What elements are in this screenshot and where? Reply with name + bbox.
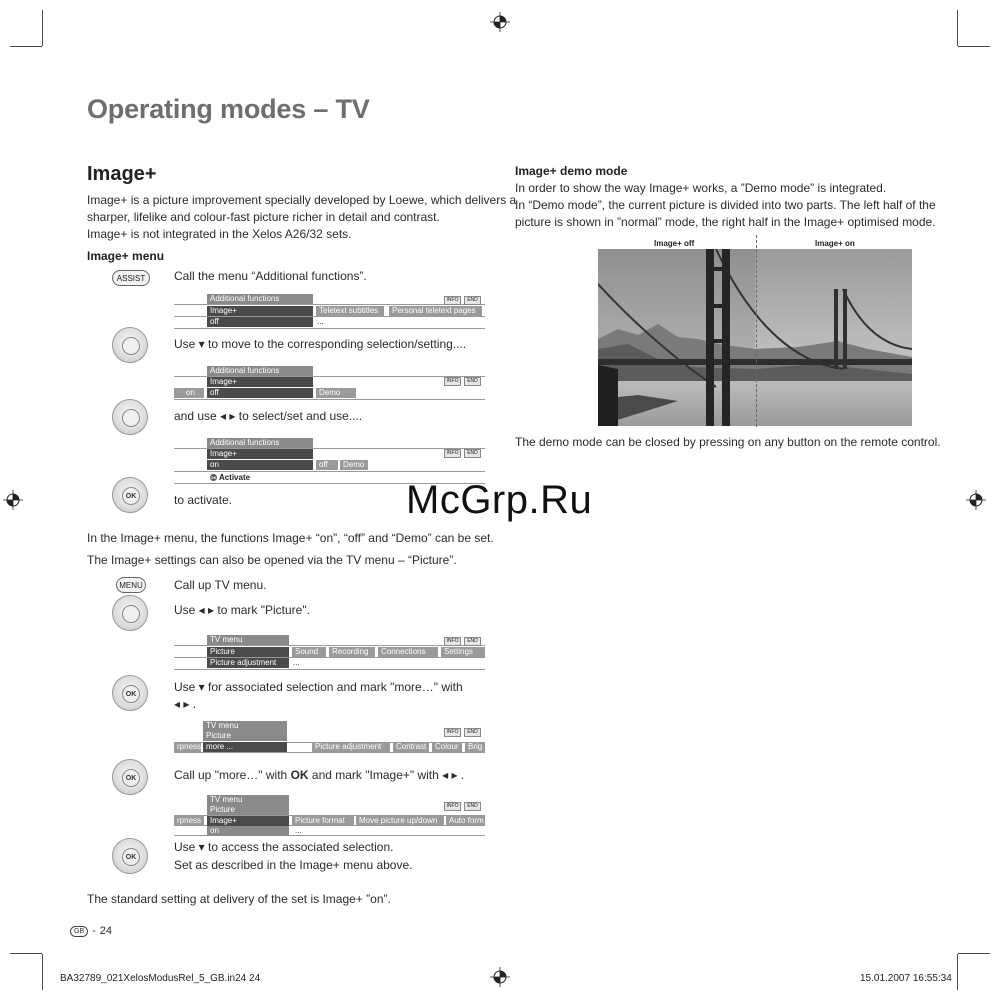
ok-button-icon: OK <box>112 838 148 874</box>
crop-mark <box>957 954 958 990</box>
menu-option: off <box>316 460 338 470</box>
demo-line: picture is shown in ”normal” mode, the right half in the Image+ optimised mode. <box>515 215 936 229</box>
registration-mark-icon <box>3 490 23 510</box>
step-text: Call up "more…" with OK and mark "Image+" with ◂ ▸ . <box>174 768 465 782</box>
menu-option: rpness <box>174 742 201 752</box>
info-button: INFO <box>444 377 461 386</box>
osd-menu-tv-picture-more <box>174 793 485 837</box>
bridge-image-icon <box>598 249 912 426</box>
menu-option: Connections <box>378 647 438 657</box>
demo-line: In order to show the way Image+ works, a ”Demo mode” is integrated. <box>515 181 887 195</box>
demo-photo-golden-gate <box>598 249 912 426</box>
step-text: Use ▾ for associated selection and mark "more…" with <box>174 680 463 694</box>
footer-date: 15.01.2007 16:55:34 <box>860 973 952 984</box>
body-paragraph: In the Image+ menu, the functions Image+ “on”, “off” and “Demo” can be set. <box>87 531 494 545</box>
navigation-button-icon <box>112 399 148 435</box>
demo-label-off: Image+ off <box>654 239 695 248</box>
crop-mark <box>957 10 958 46</box>
menu-option: Settings <box>441 647 485 657</box>
ok-button-icon: OK <box>112 477 148 513</box>
menu-option: Demo <box>340 460 368 470</box>
crop-mark <box>42 954 43 990</box>
activate-hint <box>210 473 250 482</box>
osd-menu-additional-functions <box>174 292 485 330</box>
crop-mark <box>958 46 990 47</box>
menu-heading: Image+ menu <box>87 249 165 263</box>
step-text: to activate. <box>174 493 233 507</box>
step-text: Use ▾ to access the associated selection. <box>174 840 394 854</box>
osd-menu-additional-functions <box>174 364 485 400</box>
body-paragraph: The standard setting at delivery of the set is Image+ ”on”. <box>87 892 391 906</box>
page-number-value: 24 <box>99 925 113 937</box>
menu-sub-item: Picture adjustment <box>207 658 289 668</box>
demo-caption: The demo mode can be closed by pressing on any button on the remote control. <box>515 435 941 449</box>
end-button: END <box>464 802 481 811</box>
menu-option: Demo <box>316 388 356 398</box>
menu-option: on <box>174 388 204 398</box>
osd-menu-additional-functions <box>174 436 485 484</box>
demo-line: In “Demo mode”, the current picture is divided into two parts. The left half of the <box>515 198 936 212</box>
menu-title: Additional functions <box>207 438 313 448</box>
menu-sub-item: off <box>207 317 313 327</box>
menu-option: Brig <box>465 742 485 752</box>
menu-value: on <box>207 460 313 470</box>
menu-value: more ... <box>203 742 287 752</box>
body-paragraph: The Image+ settings can also be opened via the TV menu – “Picture”. <box>87 553 457 567</box>
info-button: INFO <box>444 728 461 737</box>
footer-file: BA32789_021XelosModusRel_5_GB.in24 24 <box>60 973 261 984</box>
step-text: Use ▾ to move to the corresponding selection/setting.... <box>174 337 467 351</box>
end-button: END <box>464 377 481 386</box>
registration-mark-icon <box>490 12 510 32</box>
end-button: END <box>464 296 481 305</box>
menu-sub-item: Picture <box>203 731 287 741</box>
ok-button-icon: OK <box>112 675 148 711</box>
menu-selected-item: Image+ <box>207 306 313 316</box>
menu-title: Additional functions <box>207 294 313 304</box>
registration-mark-icon <box>966 490 986 510</box>
menu-option: Recording <box>329 647 375 657</box>
end-button: END <box>464 449 481 458</box>
registration-mark-icon <box>490 967 510 987</box>
step-text: Use ◂ ▸ to mark "Picture". <box>174 603 310 617</box>
crop-mark <box>42 10 43 46</box>
menu-option: Picture format <box>292 816 354 826</box>
step-text: and use ◂ ▸ to select/set and use.... <box>174 409 363 423</box>
step-text: Call the menu “Additional functions”. <box>174 269 367 283</box>
menu-value: off <box>207 388 313 398</box>
menu-title: TV menu <box>207 795 289 805</box>
ok-button-icon: OK <box>112 759 148 795</box>
watermark: McGrp.Ru <box>406 478 593 522</box>
demo-split-line <box>756 235 757 427</box>
page-number: GB - 24 <box>70 925 112 937</box>
crop-mark <box>958 953 990 954</box>
info-button: INFO <box>444 637 461 646</box>
demo-heading: Image+ demo mode <box>515 164 628 178</box>
osd-menu-tv <box>174 633 485 671</box>
info-button: INFO <box>444 296 461 305</box>
menu-option: Picture adjustment <box>312 742 390 752</box>
menu-option: Move picture up/down <box>356 816 444 826</box>
menu-dots: ... <box>295 826 302 835</box>
menu-sub-item: on <box>207 826 289 836</box>
menu-sub-item: Picture <box>207 805 289 815</box>
ok-mini-icon: OK <box>210 475 217 481</box>
menu-option: Personal teletext pages <box>389 306 482 316</box>
menu-selected-item: Image+ <box>207 449 313 459</box>
menu-option: Contrast <box>393 742 429 752</box>
step-text: ◂ ▸ . <box>174 697 197 711</box>
menu-value: Image+ <box>207 816 289 826</box>
end-button: END <box>464 637 481 646</box>
intro-line: sharper, lifelike and colour-fast picture richer in detail and contrast. <box>87 210 440 224</box>
demo-label-on: Image+ on <box>815 239 855 248</box>
country-badge: GB <box>70 926 88 937</box>
menu-option: Colour <box>432 742 462 752</box>
menu-option: Sound <box>292 647 326 657</box>
crop-mark <box>10 46 42 47</box>
menu-selected-item: Picture <box>207 647 289 657</box>
navigation-button-icon <box>112 595 148 631</box>
menu-button: MENU <box>116 577 146 593</box>
menu-option: Teletext subtitles <box>316 306 384 316</box>
menu-title: TV menu <box>203 721 287 731</box>
menu-title: Additional functions <box>207 366 313 376</box>
intro-line: Image+ is a picture improvement specially developed by Loewe, which delivers a <box>87 193 517 207</box>
page-title: Operating modes – TV <box>87 94 370 124</box>
section-title: Image+ <box>87 163 157 185</box>
step-text: Set as described in the Image+ menu above. <box>174 858 413 872</box>
crop-mark <box>10 953 42 954</box>
assist-button: ASSIST <box>112 270 150 286</box>
menu-option: Auto form <box>446 816 485 826</box>
menu-dots: ... <box>317 317 324 326</box>
osd-menu-tv-picture <box>174 719 485 753</box>
end-button: END <box>464 728 481 737</box>
menu-option: rpness <box>174 816 204 826</box>
menu-title: TV menu <box>207 635 289 645</box>
activate-label: Activate <box>218 473 251 482</box>
step-text: Call up TV menu. <box>174 578 267 592</box>
info-button: INFO <box>444 449 461 458</box>
info-button: INFO <box>444 802 461 811</box>
intro-line: Image+ is not integrated in the Xelos A26/32 sets. <box>87 227 352 241</box>
menu-dots: ... <box>293 658 300 667</box>
navigation-button-icon <box>112 327 148 363</box>
menu-selected-item: Image+ <box>207 377 313 387</box>
